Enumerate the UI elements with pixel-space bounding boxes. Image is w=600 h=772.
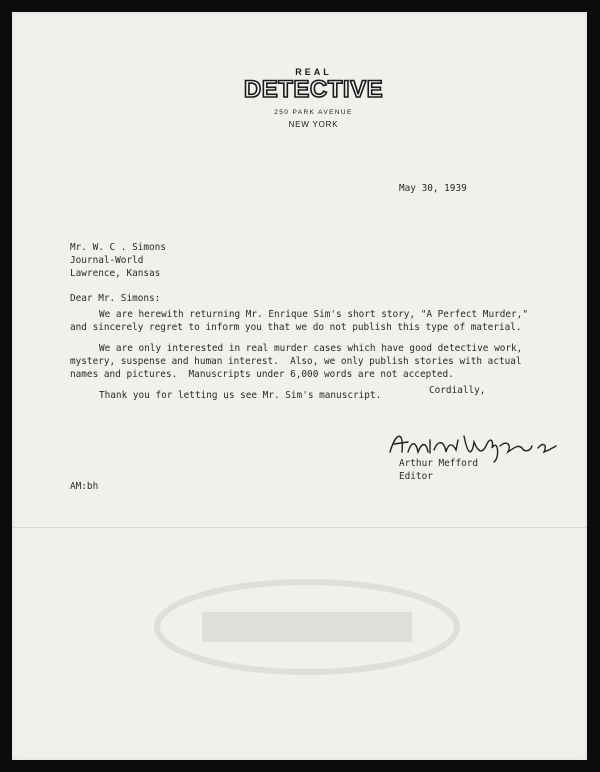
letterhead-title: DETECTIVE (243, 76, 384, 103)
letterhead-real: REAL (295, 67, 332, 77)
letter-date: May 30, 1939 (399, 183, 467, 194)
signer-title: Editor (399, 471, 433, 482)
paragraph-line: We are only interested in real murder cases which have good detective work, (99, 343, 523, 354)
paragraph-line: names and pictures. Manuscripts under 6,000 words are not accepted. (70, 369, 454, 380)
page-fold-line (12, 527, 587, 528)
recipient-line: Journal-World (70, 255, 144, 266)
closing: Cordially, (429, 385, 486, 396)
salutation: Dear Mr. Simons: (70, 293, 161, 304)
letterhead-city: NEW YORK (288, 120, 339, 129)
typist-initials: AM:bh (70, 481, 99, 492)
signer-name: Arthur Mefford (399, 458, 479, 469)
letter-page (12, 12, 587, 760)
paragraph-line: We are herewith returning Mr. Enrique Sim's short story, "A Perfect Murder," (99, 309, 528, 320)
letterhead (12, 67, 587, 129)
bleed-through-stamp (142, 557, 472, 707)
recipient-line: Lawrence, Kansas (70, 268, 161, 279)
paragraph-line: Thank you for letting us see Mr. Sim's manuscript. (99, 390, 382, 401)
paragraph-line: mystery, suspense and human interest. Also, we only publish stories with actual (70, 356, 522, 367)
letterhead-address: 250 PARK AVENUE (274, 109, 353, 116)
paragraph-line: and sincerely regret to inform you that we do not publish this type of material. (70, 322, 522, 333)
recipient-line: Mr. W. C . Simons (70, 242, 166, 253)
